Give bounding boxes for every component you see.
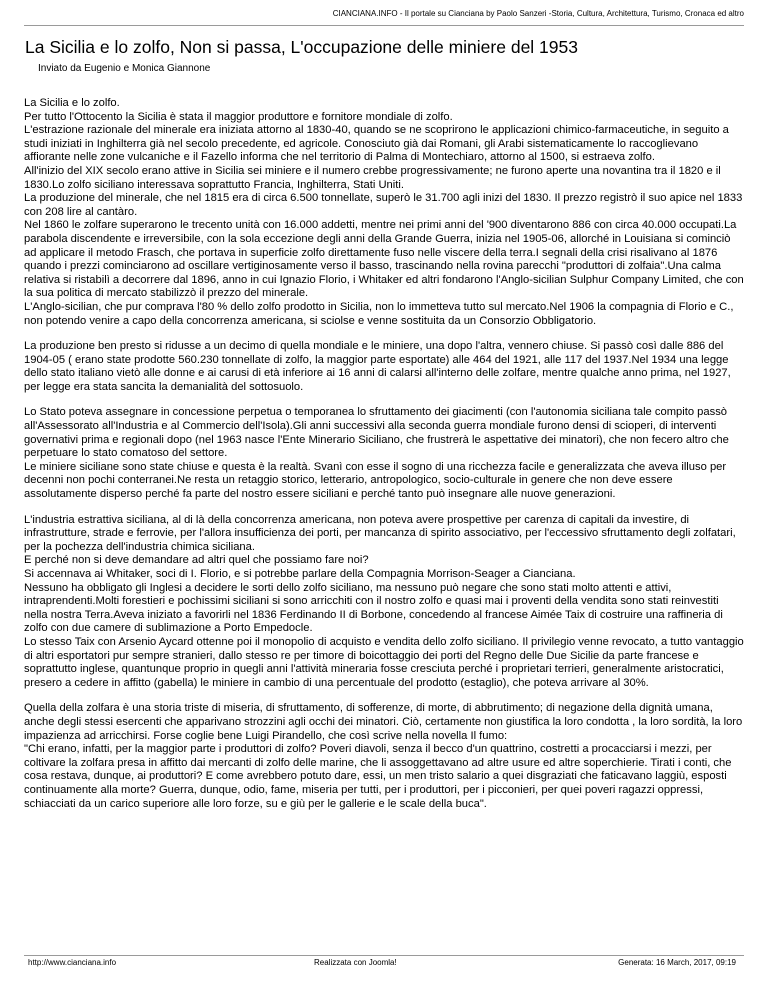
article-paragraph <box>24 514 744 691</box>
paragraph-line: All'inizio del XIX secolo erano attive in Sicilia sei miniere e il numero crebbe progressivamente; ne furono aperte una novantina tra il 1820 e il 1830.Lo zolfo siciliano interessava soprattutto Francia, Inghilterra, Stati Uniti. <box>24 164 721 191</box>
document-page <box>24 0 744 994</box>
paragraph-line: L'industria estrattiva siciliana, al di là della concorrenza americana, non poteva avere prospettive per carenza di capitali da investire, di infrastrutture, strade e ferrovie, per l'allora insufficienza dei porti, per mancanza di spirito associativo, per l'eccessivo sfruttamento degli zolfatari, per la pochezza dell'industria chimica siciliana. <box>24 513 736 553</box>
paragraph-line: Per tutto l'Ottocento la Sicilia è stata il maggior produttore e fornitore mondiale di zolfo. <box>24 110 453 123</box>
paragraph-line: La Sicilia e lo zolfo. <box>24 97 120 109</box>
footer-generated-date: Generata: 16 March, 2017, 09:19 <box>618 958 736 967</box>
article-body <box>24 97 744 823</box>
paragraph-line: La produzione del minerale, che nel 1815 era di circa 6.500 tonnellate, superò le 31.700 agli inizi del 1830. Il prezzo registrò il suo apice nel 1833 con 208 lire al cantàro. <box>24 192 743 218</box>
paragraph-line: Nel 1860 le zolfare superarono le trecento unità con 16.000 addetti, mentre nei primi anni del '900 diventarono 886 con circa 40.000 occupati.La parabola discendente e irreversibile, con la sola eccezione degli anni della Grande Guerra, inizia nel 1905-06, allorché in Louisiana si cominciò ad applicare il metodo Frasch, che portava in superficie zolfo direttamente fuso nelle viscere della terra.I segnali della crisi risalivano al 1876 quando i prezzi cominciarono ad oscillare vertiginosamente verso il basso, trascinando nella rovina parecchi "produttori di zolfaia".Una calma relativa si ristabilì a decorrere dal 1896, anno in cui Ignazio Florio, i Whitaker ed altri fondarono l'Anglo-sicilian Sulphur Company Limited, che con la sua politica di mercato stabilizzò il prezzo del minerale. <box>24 219 744 300</box>
article-byline: Inviato da Eugenio e Monica Giannone <box>38 63 211 74</box>
footer-divider <box>24 955 744 956</box>
paragraph-line: Le miniere siciliane sono state chiuse e questa è la realtà. Svanì con esse il sogno di una ricchezza facile e generalizzata che aveva illuso per decenni non pochi conterranei.Ne resta un retaggio storico, letterario, antropologico, socio-culturale in genere che non deve essere assolutamente disperso perché fa parte del nostro essere siciliani e perché tanto può insegnare alle nuove generazioni. <box>24 460 727 501</box>
article-paragraph <box>24 406 744 501</box>
paragraph-line: Lo Stato poteva assegnare in concessione perpetua o temporanea lo sfruttamento dei giacimenti (con l'autonomia siciliana tale compito passò all'Assessorato all'Industria e al Commercio dell'Isola).Gli anni successivi alla seconda guerra mondiale furono densi di scioperi, di interventi governativi prima e regionali dopo (nel 1963 nasce l'Ente Minerario Siciliano, che frustrerà le aspettative dei minatori), che non fecero altro che perpetuare lo stato comatoso del settore. <box>24 406 729 460</box>
paragraph-line: Si accennava ai Whitaker, soci di I. Florio, e si potrebbe parlare della Compagnia Morrison-Seager a Cianciana. <box>24 568 576 580</box>
paragraph-line: Lo stesso Taix con Arsenio Aycard ottenne poi il monopolio di acquisto e vendita dello zolfo siciliano. Il privilegio venne revocato, a tutto vantaggio di altri esportatori pur sempre stranieri, dallo stesso re per timore di boicottaggio dei porti del Regno delle Due Sicilie da parte francese e soprattutto inglese, quantunque proprio in quegli anni l'attività mineraria fosse cresciuta perché i proprietari terrieri, generalmente aristocratici, presero a cedere in affitto (gabella) le miniere in cambio di una percentuale del prodotto (estaglio), che poteva arrivare al 30%. <box>24 635 744 689</box>
article-paragraph <box>24 702 744 811</box>
article-title: La Sicilia e lo zolfo, Non si passa, L'occupazione delle miniere del 1953 <box>25 37 578 57</box>
paragraph-line: L'Anglo-sicilian, che pur comprava l'80 % dello zolfo prodotto in Sicilia, non lo immetteva tutto sul mercato.Nel 1906 la compagnia di Florio e C., non potendo venire a capo della concorrenza americana, si sciolse e venne sostituita da un Consorzio Obbligatorio. <box>24 300 734 327</box>
footer-credit: Realizzata con Joomla! <box>314 958 397 967</box>
paragraph-line: E perché non si deve demandare ad altri quel che possiamo fare noi? <box>24 554 369 567</box>
paragraph-line: "Chi erano, infatti, per la maggior parte i produttori di zolfo? Poveri diavoli, senza il becco d'un quattrino, costretti a procacciarsi i mezzi, per coltivare la zolfara presa in affitto dai mercanti di zolfo delle marine, che li assoggettavano ad altre usure ed altre soperchierie. Tirati i conti, che cosa restava, dunque, ai produttori? E come avrebbero potuto dare, essi, un men tristo salario a quei disgraziati che faticavano laggiù, esposti continuamente alla morte? Guerra, dunque, odio, fame, miseria per tutti, per i produttori, per i picconieri, per quei poveri ragazzi oppressi, schiacciati da un carico superiore alle loro forze, su e giù per le gallerie e le scale della buca". <box>24 743 732 810</box>
paragraph-line: L'estrazione razionale del minerale era iniziata attorno al 1830-40, quando se ne scoprirono le applicazioni chimico-farmaceutiche, in seguito a studi iniziati in Inghilterra già nel secolo precedente, ed agricole. Conosciuto già dai Romani, gli Arabi sistematicamente lo raccoglievano affiorante nelle zone vulcaniche e il Fazello informa che nel territorio di Palma di Montechiaro, attorno al 1500, si estraeva zolfo. <box>24 124 729 164</box>
article-paragraph <box>24 97 744 328</box>
header-divider <box>24 25 744 26</box>
footer-url-link[interactable]: http://www.cianciana.info <box>28 958 117 967</box>
paragraph-line: Nessuno ha obbligato gli Inglesi a decidere le sorti dello zolfo siciliano, ma nessuno può negare che sono stati molto attenti e attivi, intraprendenti.Molti forestieri e pochissimi siciliani si sono arricchiti con il nostro zolfo e quasi mai i proventi della vendita sono stati reinvestiti nella nostra Terra.Aveva iniziato a favorirli nel 1836 Ferdinando II di Borbone, concedendo al francese Aimée Taix di costruire una raffineria di zolfo con due camere di sublimazione a Porto Empedocle. <box>24 581 723 635</box>
paragraph-line: La produzione ben presto si ridusse a un decimo di quella mondiale e le miniere, una dopo l'altra, vennero chiuse. Si passò così dalle 886 del 1904-05 ( erano state prodotte 560.230 tonnellate di zolfo, la maggior parte esportate) alle 464 del 1921, alle 117 del 1937.Nel 1934 una legge dello stato italiano vietò alle donne e ai carusi di età inferiore ai 16 anni di calarsi all'interno delle zolfare, mentre qualche anno prima, nel 1927, per legge era stata sancita la demanialità del sottosuolo. <box>24 340 731 393</box>
paragraph-line: Quella della zolfara è una storia triste di miseria, di sfruttamento, di sofferenze, di morte, di abbrutimento; di negazione della dignità umana, anche degli stessi esercenti che apparivano strozzini agli occhi dei minatori. Ciò, certamente non giustifica la loro condotta , la loro sordità, la loro impazienza ad arricchirsi. Forse coglie bene Luigi Pirandello, che così scrive nella novella Il fumo: <box>24 702 743 742</box>
site-header-line: CIANCIANA.INFO - Il portale su Cianciana by Paolo Sanzeri -Storia, Cultura, Architettura, Turismo, Cronaca ed altro <box>332 9 744 18</box>
article-paragraph <box>24 340 744 394</box>
